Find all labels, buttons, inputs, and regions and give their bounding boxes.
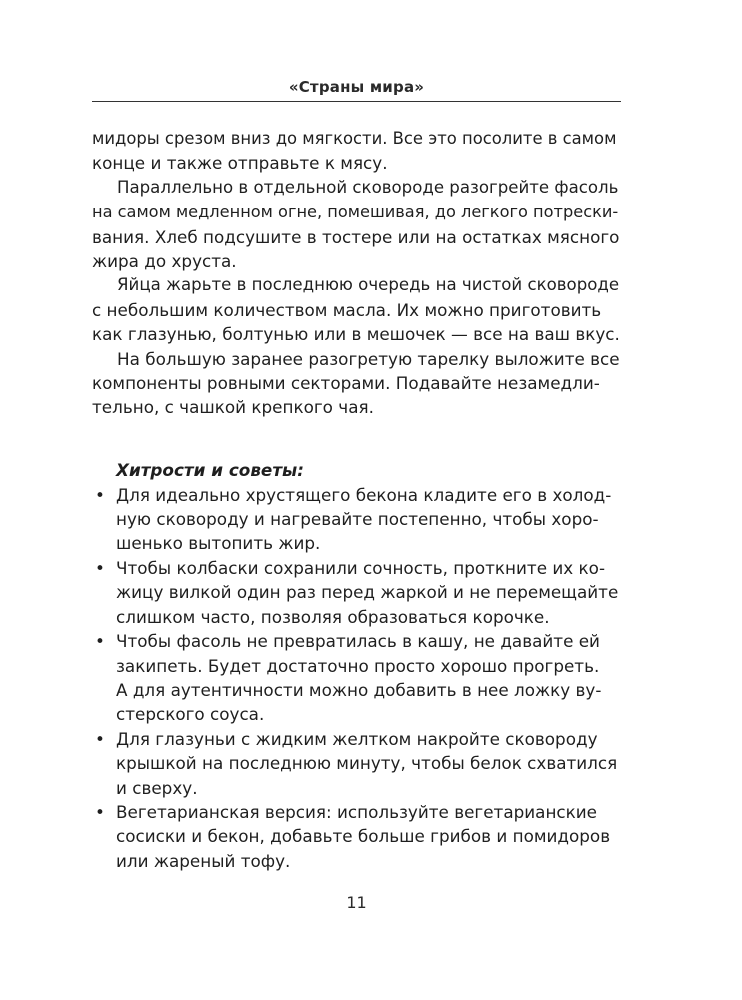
paragraph bbox=[92, 176, 621, 274]
text-line: или жареный тофу. bbox=[116, 850, 291, 871]
text-line: конце и также отправьте к мясу. bbox=[92, 153, 388, 174]
text-line: на самом медленном огне, помешивая, до легкого потрески- bbox=[92, 202, 619, 222]
tip-item bbox=[92, 556, 621, 629]
text-line: как глазунью, болтунью или в мешочек — все на ваш вкус. bbox=[92, 324, 620, 345]
text-line: компоненты ровными секторами. Подавайте незамедли- bbox=[92, 373, 600, 394]
paragraph bbox=[92, 273, 621, 346]
text-line: На большую заранее разогретую тарелку выложите все bbox=[117, 348, 620, 369]
tip-item bbox=[92, 629, 621, 727]
text-line: стерского соуса. bbox=[116, 704, 265, 725]
text-line: крышкой на последнюю минуту, чтобы белок схватился bbox=[116, 753, 618, 774]
header-rule bbox=[92, 101, 621, 102]
section-gap bbox=[92, 420, 621, 444]
text-line: Для идеально хрустящего бекона кладите его в холод- bbox=[116, 484, 612, 505]
tip-item bbox=[92, 800, 621, 873]
text-line: мидоры срезом вниз до мягкости. Все это посолите в самом bbox=[92, 129, 617, 148]
text-line: слишком часто, позволяя образоваться корочке. bbox=[116, 606, 550, 627]
tip-item bbox=[92, 483, 621, 556]
paragraph bbox=[92, 347, 621, 420]
text-line: жицу вилкой один раз перед жаркой и не перемещайте bbox=[116, 582, 619, 603]
text-line: жира до хруста. bbox=[92, 251, 237, 272]
bullet-icon: • bbox=[95, 631, 105, 652]
paragraph bbox=[92, 127, 621, 176]
text-line: ную сковороду и нагревайте постепенно, чтобы хоро- bbox=[116, 509, 599, 530]
text-line: и сверху. bbox=[116, 777, 198, 798]
bullet-icon: • bbox=[95, 728, 105, 749]
bullet-icon: • bbox=[95, 801, 105, 822]
running-head: «Страны мира» bbox=[288, 78, 425, 96]
text-line: тельно, с чашкой крепкого чая. bbox=[92, 397, 374, 418]
bullet-icon: • bbox=[95, 484, 105, 505]
tip-item bbox=[92, 727, 621, 800]
text-line: Яйца жарьте в последнюю очередь на чистой сковороде bbox=[117, 275, 620, 295]
text-line: Для глазуньи с жидким желтком накройте сковороду bbox=[116, 728, 598, 749]
page-number: 11 bbox=[346, 893, 367, 912]
tips-heading: Хитрости и советы: bbox=[116, 460, 304, 481]
tips-list bbox=[92, 483, 621, 874]
text-line: Вегетарианская версия: используйте вегетарианские bbox=[116, 801, 598, 822]
text-line: Чтобы фасоль не превратилась в кашу, не давайте ей bbox=[116, 631, 600, 652]
text-line: Чтобы колбаски сохранили сочность, проткните их ко- bbox=[116, 557, 605, 578]
text-line: А для аутентичности можно добавить в нее ложку ву- bbox=[116, 679, 602, 700]
bullet-icon: • bbox=[95, 557, 105, 578]
text-line: сосиски и бекон, добавьте больше грибов и помидоров bbox=[116, 826, 611, 847]
text-line: Параллельно в отдельной сковороде разогрейте фасоль bbox=[117, 177, 619, 197]
text-line: закипеть. Будет достаточно просто хорошо прогреть. bbox=[116, 655, 600, 676]
text-line: вания. Хлеб подсушите в тостере или на остатках мясного bbox=[92, 226, 620, 247]
text-line: шенько вытопить жир. bbox=[116, 533, 321, 554]
text-line: с небольшим количеством масла. Их можно приготовить bbox=[92, 299, 602, 320]
text-block bbox=[92, 127, 621, 873]
